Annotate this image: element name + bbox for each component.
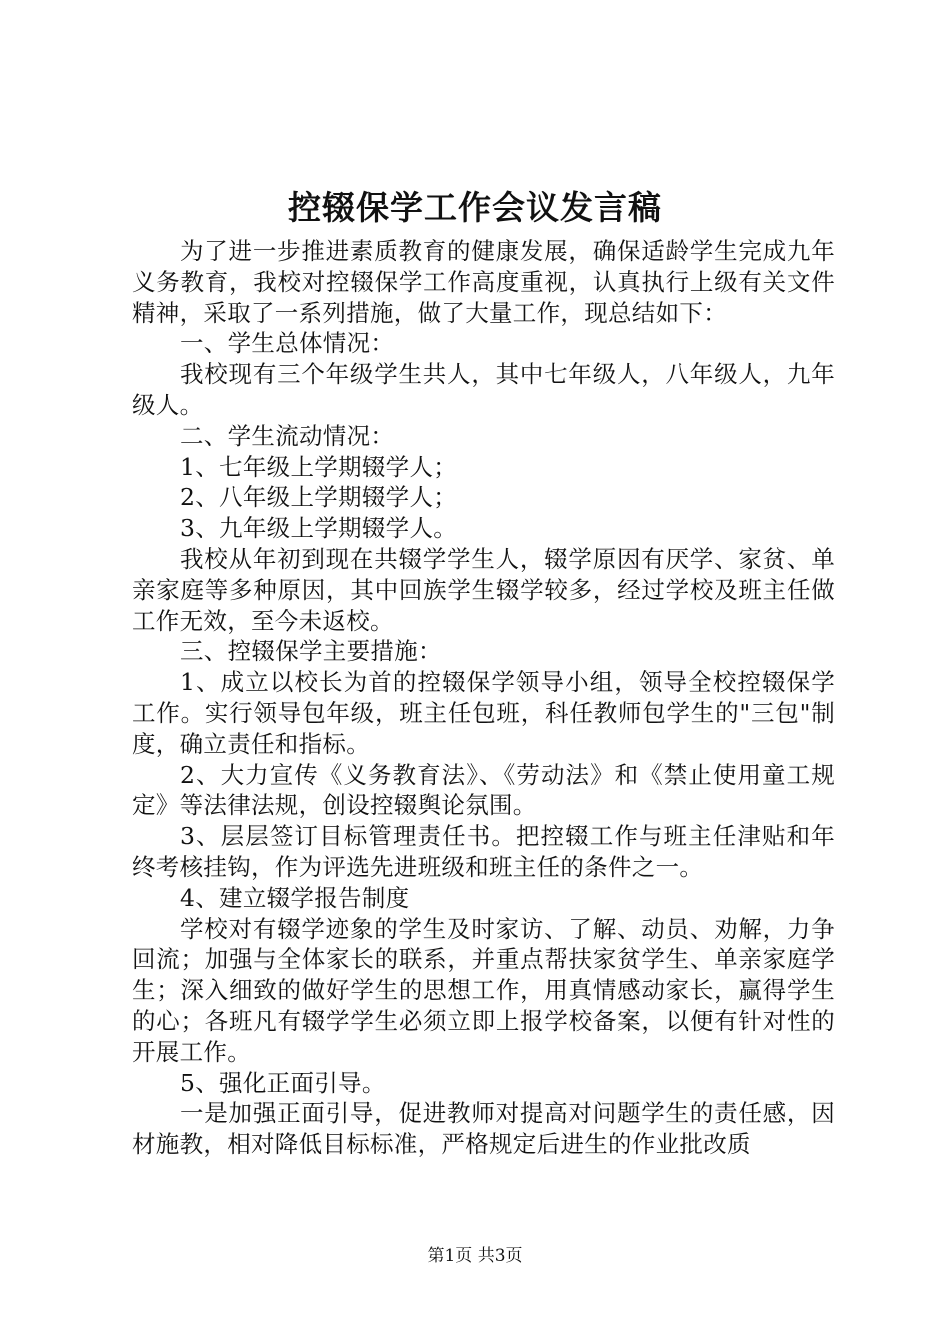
section-heading-2: 二、学生流动情况：	[180, 421, 395, 450]
document-body	[132, 236, 835, 1160]
list-item: 2、大力宣传《义务教育法》、《劳动法》和《禁止使用童工规定》等法律法规，创设控辍舆论氛围。	[132, 760, 835, 820]
page-number-footer: 第1页 共3页	[427, 1246, 523, 1266]
paragraph: 一是加强正面引导，促进教师对提高对问题学生的责任感，因材施教，相对降低目标标准，严格规定后进生的作业批改质	[132, 1099, 835, 1159]
list-item: 1、成立以校长为首的控辍保学领导小组，领导全校控辍保学工作。实行领导包年级，班主任包班，科任教师包学生的"三包"制度，确立责任和指标。	[132, 668, 835, 758]
list-item: 5、强化正面引导。	[180, 1068, 386, 1097]
list-item: 4、建立辍学报告制度	[180, 883, 410, 912]
list-item: 1、七年级上学期辍学人；	[180, 452, 458, 481]
section-heading-1: 一、学生总体情况：	[180, 329, 395, 358]
section-heading-3: 三、控辍保学主要措施：	[180, 637, 442, 666]
paragraph: 学校对有辍学迹象的学生及时家访、了解、动员、劝解，力争回流；加强与全体家长的联系，并重点帮扶家贫学生、单亲家庭学生；深入细致的做好学生的思想工作，用真情感动家长，赢得学生的心；各班凡有辍学学生必须立即上报学校备案，以便有针对性的开展工作。	[132, 914, 835, 1066]
document-title: 控辍保学工作会议发言稿	[288, 188, 662, 227]
paragraph: 我校现有三个年级学生共人，其中七年级人，八年级人，九年级人。	[132, 360, 835, 419]
list-item: 3、层层签订目标管理责任书。把控辍工作与班主任津贴和年终考核挂钩，作为评选先进班级和班主任的条件之一。	[132, 822, 835, 881]
paragraph-intro: 为了进一步推进素质教育的健康发展，确保适龄学生完成九年义务教育，我校对控辍保学工作高度重视，认真执行上级有关文件精神，采取了一系列措施，做了大量工作，现总结如下：	[132, 237, 835, 327]
list-item: 3、九年级上学期辍学人。	[180, 514, 458, 543]
paragraph: 我校从年初到现在共辍学学生人，辍学原因有厌学、家贫、单亲家庭等多种原因，其中回族学生辍学较多，经过学校及班主任做工作无效，至今未返校。	[132, 544, 835, 635]
list-item: 2、八年级上学期辍学人；	[180, 483, 458, 512]
